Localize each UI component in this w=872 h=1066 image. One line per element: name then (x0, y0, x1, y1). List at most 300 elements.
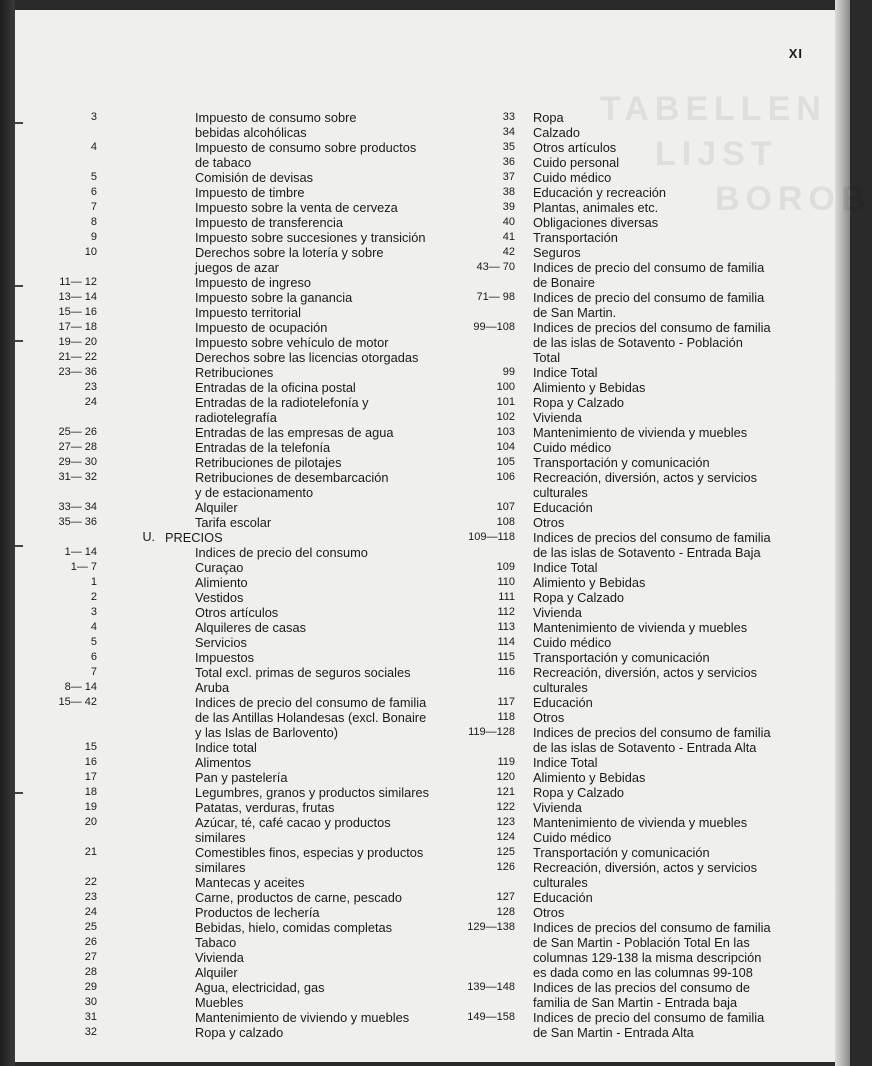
index-entry (435, 245, 835, 260)
entry-description: Ropa y calzado (195, 1025, 284, 1040)
column-range: 100 (496, 381, 515, 393)
index-entry (55, 425, 445, 440)
index-entry (55, 800, 445, 815)
column-range: 34 (502, 126, 515, 138)
index-entry (435, 470, 835, 500)
column-range: 119 (497, 756, 515, 768)
index-entry (55, 875, 445, 890)
index-entry (55, 740, 445, 755)
index-entry (55, 650, 445, 665)
index-entry (55, 590, 445, 605)
index-entry (55, 320, 445, 335)
index-entry (55, 470, 445, 500)
column-range: 3 (90, 606, 97, 618)
entry-description: Alimiento y Bebidas (533, 575, 646, 590)
index-entry (435, 770, 835, 785)
entry-description: Retribuciones (195, 365, 274, 380)
column-range: 7 (90, 201, 97, 213)
entry-description: Alquiler (195, 965, 238, 980)
entry-description: Obligaciones diversas (533, 215, 659, 230)
column-range: 36 (502, 156, 515, 168)
index-entry (435, 650, 835, 665)
column-range: 6 (90, 186, 97, 198)
index-entry (55, 995, 445, 1010)
column-range: 15 (84, 741, 97, 753)
index-entry (435, 815, 835, 830)
entry-description: Impuesto de transferencia (195, 215, 343, 230)
column-range: 29 (84, 981, 97, 993)
index-right-column (435, 110, 835, 1040)
entry-description: Entradas de la oficina postal (195, 380, 356, 395)
entry-description: Mantenimiento de vivienda y muebles (533, 815, 748, 830)
column-range: 4 (90, 141, 97, 153)
column-range: 25— 26 (58, 426, 97, 438)
entry-description: Transportación (533, 230, 618, 245)
entry-description: Indice Total (533, 755, 598, 770)
entry-description: Impuesto de ingreso (195, 275, 311, 290)
column-range: 1— 7 (70, 561, 97, 573)
entry-description: Transportación y comunicación (533, 650, 710, 665)
index-entry (435, 695, 835, 710)
index-entry (435, 320, 835, 365)
column-range: 117 (497, 696, 515, 708)
index-entry (435, 635, 835, 650)
entry-description: Bebidas, hielo, comidas completas (195, 920, 393, 935)
margin-mark (15, 792, 23, 794)
column-range: 19 (84, 801, 97, 813)
entry-description: Vestidos (195, 590, 244, 605)
index-entry (55, 665, 445, 680)
column-range: 35 (502, 141, 515, 153)
index-entry (435, 515, 835, 530)
index-entry (435, 665, 835, 695)
index-entry (55, 845, 445, 875)
entry-description: Comisión de devisas (195, 170, 314, 185)
entry-description: Impuesto de ocupación (195, 320, 328, 335)
index-entry (55, 110, 445, 140)
index-entry (55, 980, 445, 995)
column-range: 27— 28 (58, 441, 97, 453)
index-entry (435, 620, 835, 635)
index-entry (435, 560, 835, 575)
entry-description: Otros artículos (195, 605, 279, 620)
index-entry (55, 185, 445, 200)
entry-description: Curaçao (195, 560, 244, 575)
index-entry (55, 755, 445, 770)
entry-description: Vivienda (195, 950, 244, 965)
index-entry (55, 365, 445, 380)
column-range: 41 (502, 231, 515, 243)
entry-description: Impuesto sobre succesiones y transición (195, 230, 426, 245)
index-entry (55, 935, 445, 950)
bleed-through-text: TABELLEN (600, 90, 827, 128)
entry-description: Derechos sobre la lotería y sobre juegos de azar (195, 245, 384, 275)
entry-description: Muebles (195, 995, 244, 1010)
column-range: 32 (84, 1026, 97, 1038)
index-entry (55, 635, 445, 650)
entry-description: Alimiento y Bebidas (533, 770, 646, 785)
entry-description: Entradas de la radiotelefonía y radiotelegrafía (195, 395, 369, 425)
column-range: 33— 34 (58, 501, 97, 513)
entry-description: Cuido médico (533, 830, 612, 845)
column-range: 24 (84, 396, 97, 408)
entry-description: Plantas, animales etc. (533, 200, 659, 215)
index-entry (435, 380, 835, 395)
scan-right-edge (835, 0, 850, 1066)
index-left-column (55, 110, 445, 1040)
index-entry (55, 530, 445, 545)
column-range: 15— 42 (58, 696, 97, 708)
column-range: 1— 14 (64, 546, 97, 558)
entry-description: Otros (533, 905, 565, 920)
column-range: 123 (496, 816, 515, 828)
index-entry (435, 590, 835, 605)
index-entry (55, 905, 445, 920)
margin-mark (15, 122, 23, 124)
entry-description: Indice total (195, 740, 257, 755)
entry-description: Educación (533, 695, 593, 710)
entry-description: Agua, electricidad, gas (195, 980, 325, 995)
column-range: 29— 30 (58, 456, 97, 468)
margin-mark (15, 545, 23, 547)
entry-description: Indices de precio del consumo de familia de las Antillas Holandesas (excl. Bonaire y las Islas de Barlovento) (195, 695, 427, 740)
column-range: 33 (502, 111, 515, 123)
index-entry (435, 410, 835, 425)
column-range: 129—138 (467, 921, 515, 933)
column-range: 114 (497, 636, 515, 648)
column-range: 71— 98 (476, 291, 515, 303)
index-entry (435, 110, 835, 125)
entry-description: Recreación, diversión, actos y servicios culturales (533, 470, 758, 500)
bleed-through-text: BOROB (715, 180, 872, 218)
column-range: 10 (84, 246, 97, 258)
entry-description: Alimiento (195, 575, 248, 590)
entry-description: Seguros (533, 245, 581, 260)
column-range: 37 (502, 171, 515, 183)
index-entry (435, 140, 835, 155)
index-entry (55, 890, 445, 905)
entry-description: Comestibles finos, especias y productos similares (195, 845, 424, 875)
index-entry (55, 200, 445, 215)
entry-description: Indices de precios del consumo de familia de las islas de Sotavento - Entrada Baja (533, 530, 771, 560)
column-range: 99—108 (473, 321, 515, 333)
column-range: 30 (84, 996, 97, 1008)
column-range: 103 (496, 426, 515, 438)
index-entry (55, 350, 445, 365)
index-entry (435, 395, 835, 410)
entry-description: Recreación, diversión, actos y servicios culturales (533, 860, 758, 890)
index-entry (435, 725, 835, 755)
column-range: 125 (496, 846, 515, 858)
column-range: 26 (84, 936, 97, 948)
entry-description: Retribuciones de desembarcación y de estacionamento (195, 470, 389, 500)
index-entry (55, 695, 445, 740)
entry-description: Cuido médico (533, 440, 612, 455)
entry-description: Cuido médico (533, 170, 612, 185)
entry-description: Indices de precios del consumo de familia de las islas de Sotavento - Entrada Alta (533, 725, 771, 755)
index-entry (55, 305, 445, 320)
index-entry (435, 230, 835, 245)
column-range: 128 (496, 906, 515, 918)
entry-description: Indices de las precios del consumo de familia de San Martin - Entrada baja (533, 980, 750, 1010)
margin-mark (15, 285, 23, 287)
index-entry (55, 575, 445, 590)
column-range: 8 (90, 216, 97, 228)
entry-description: Vivienda (533, 800, 582, 815)
entry-description: Indice Total (533, 560, 598, 575)
entry-description: Recreación, diversión, actos y servicios culturales (533, 665, 758, 695)
entry-description: Alimentos (195, 755, 252, 770)
index-entry (55, 335, 445, 350)
column-range: 109 (496, 561, 515, 573)
entry-description: Patatas, verduras, frutas (195, 800, 335, 815)
index-entry (55, 1025, 445, 1040)
entry-description: Impuesto de timbre (195, 185, 305, 200)
column-range: 40 (502, 216, 515, 228)
column-range: 111 (498, 591, 515, 603)
index-entry (435, 500, 835, 515)
index-entry (55, 815, 445, 845)
column-range: 5 (90, 171, 97, 183)
index-entry (435, 155, 835, 170)
entry-description: Cuido personal (533, 155, 620, 170)
entry-description: Ropa y Calzado (533, 785, 625, 800)
column-range: 31— 32 (58, 471, 97, 483)
index-entry (435, 530, 835, 560)
entry-description: Mantecas y aceites (195, 875, 305, 890)
section-letter: U. (142, 530, 155, 544)
index-entry (55, 455, 445, 470)
column-range: 105 (496, 456, 515, 468)
index-entry (55, 140, 445, 170)
index-entry (435, 755, 835, 770)
column-range: 4 (90, 621, 97, 633)
index-entry (55, 380, 445, 395)
index-entry (55, 275, 445, 290)
column-range: 124 (496, 831, 515, 843)
index-entry (55, 785, 445, 800)
column-range: 18 (84, 786, 97, 798)
entry-description: Impuestos (195, 650, 255, 665)
entry-description: Servicios (195, 635, 247, 650)
entry-description: Legumbres, granos y productos similares (195, 785, 430, 800)
column-range: 27 (84, 951, 97, 963)
index-entry (435, 575, 835, 590)
entry-description: Mantenimiento de viviendo y muebles (195, 1010, 410, 1025)
column-range: 15— 16 (58, 306, 97, 318)
column-range: 119—128 (468, 726, 515, 738)
entry-description: Alquileres de casas (195, 620, 306, 635)
entry-description: Calzado (533, 125, 580, 140)
column-range: 7 (90, 666, 97, 678)
entry-description: Indices de precio del consumo de familia de San Martin - Entrada Alta (533, 1010, 765, 1040)
entry-description: Indice Total (533, 365, 598, 380)
column-range: 104 (496, 441, 515, 453)
index-entry (55, 545, 445, 560)
column-range: 6 (90, 651, 97, 663)
entry-description: Productos de lechería (195, 905, 320, 920)
column-range: 107 (496, 501, 515, 513)
column-range: 25 (84, 921, 97, 933)
column-range: 28 (84, 966, 97, 978)
column-range: 23 (84, 891, 97, 903)
index-entry (435, 845, 835, 860)
index-entry (435, 710, 835, 725)
column-range: 126 (496, 861, 515, 873)
column-range: 20 (84, 816, 97, 828)
column-range: 23— 36 (58, 366, 97, 378)
index-entry (435, 440, 835, 455)
column-range: 22 (84, 876, 97, 888)
index-entry (55, 920, 445, 935)
column-range: 3 (90, 111, 97, 123)
index-entry (435, 170, 835, 185)
column-range: 31 (84, 1011, 97, 1023)
entry-description: Educación (533, 890, 593, 905)
column-range: 8— 14 (64, 681, 97, 693)
column-range: 108 (496, 516, 515, 528)
column-range: 17 (84, 771, 97, 783)
index-entry (55, 290, 445, 305)
index-entry (435, 185, 835, 200)
entry-description: PRECIOS (165, 530, 223, 545)
entry-description: Indices de precios del consumo de familia de las islas de Sotavento - Población Total (533, 320, 771, 365)
index-entry (435, 125, 835, 140)
entry-description: Ropa (533, 110, 564, 125)
column-range: 121 (496, 786, 515, 798)
entry-description: Total excl. primas de seguros sociales (195, 665, 411, 680)
index-entry (55, 245, 445, 275)
column-range: 113 (497, 621, 515, 633)
entry-description: Impuesto de consumo sobre productos de tabaco (195, 140, 417, 170)
entry-description: Impuesto sobre vehículo de motor (195, 335, 389, 350)
column-range: 118 (497, 711, 515, 723)
column-range: 116 (497, 666, 515, 678)
bleed-through-text: LIJST (655, 135, 778, 173)
entry-description: Indices de precio del consumo de familia de San Martin. (533, 290, 765, 320)
entry-description: Tabaco (195, 935, 237, 950)
index-entry (435, 425, 835, 440)
column-range: 43— 70 (476, 261, 515, 273)
entry-description: Educación (533, 500, 593, 515)
column-range: 38 (502, 186, 515, 198)
index-entry (435, 290, 835, 320)
entry-description: Otros artículos (533, 140, 617, 155)
entry-description: Entradas de las empresas de agua (195, 425, 394, 440)
entry-description: Otros (533, 710, 565, 725)
entry-description: Ropa y Calzado (533, 395, 625, 410)
index-entry (55, 680, 445, 695)
entry-description: Vivienda (533, 410, 582, 425)
column-range: 42 (502, 246, 515, 258)
entry-description: Azúcar, té, café cacao y productos similares (195, 815, 391, 845)
index-entry (55, 620, 445, 635)
column-range: 2 (90, 591, 97, 603)
index-entry (435, 890, 835, 905)
margin-mark (15, 340, 23, 342)
column-range: 13— 14 (58, 291, 97, 303)
index-entry (55, 440, 445, 455)
entry-description: Cuido médico (533, 635, 612, 650)
column-range: 35— 36 (58, 516, 97, 528)
column-range: 5 (90, 636, 97, 648)
entry-description: Otros (533, 515, 565, 530)
index-entry (435, 605, 835, 620)
column-range: 24 (84, 906, 97, 918)
index-entry (435, 365, 835, 380)
entry-description: Impuesto territorial (195, 305, 301, 320)
column-range: 9 (90, 231, 97, 243)
column-range: 112 (497, 606, 515, 618)
document-page (15, 10, 872, 1062)
index-entry (55, 500, 445, 515)
index-entry (435, 260, 835, 290)
column-range: 115 (497, 651, 515, 663)
entry-description: Alquiler (195, 500, 238, 515)
column-range: 127 (496, 891, 515, 903)
index-entry (55, 215, 445, 230)
column-range: 21 (84, 846, 97, 858)
column-range: 99 (502, 366, 515, 378)
page-number: XI (788, 46, 803, 61)
entry-description: Impuesto de consumo sobre bebidas alcohólicas (195, 110, 357, 140)
entry-description: Derechos sobre las licencias otorgadas (195, 350, 419, 365)
column-range: 120 (496, 771, 515, 783)
index-entry (55, 395, 445, 425)
entry-description: Retribuciones de pilotajes (195, 455, 342, 470)
column-range: 17— 18 (58, 321, 97, 333)
index-entry (435, 830, 835, 845)
entry-description: Impuesto sobre la venta de cerveza (195, 200, 398, 215)
index-entry (435, 200, 835, 215)
column-range: 149—158 (467, 1011, 515, 1023)
entry-description: Indices de precio del consumo de familia de Bonaire (533, 260, 765, 290)
index-entry (435, 905, 835, 920)
column-range: 102 (496, 411, 515, 423)
entry-description: Impuesto sobre la ganancia (195, 290, 353, 305)
index-entry (55, 230, 445, 245)
entry-description: Transportación y comunicación (533, 455, 710, 470)
entry-description: Alimiento y Bebidas (533, 380, 646, 395)
column-range: 101 (496, 396, 515, 408)
column-range: 39 (502, 201, 515, 213)
entry-description: Vivienda (533, 605, 582, 620)
entry-description: Indices de precios del consumo de familia de San Martin - Población Total En las columnas 129-138 la misma descripción es dada como en las columnas 99-108 (533, 920, 771, 980)
index-entry (55, 1010, 445, 1025)
entry-description: Aruba (195, 680, 230, 695)
index-entry (435, 215, 835, 230)
index-entry (435, 455, 835, 470)
index-entry (55, 605, 445, 620)
index-entry (435, 785, 835, 800)
entry-description: Ropa y Calzado (533, 590, 625, 605)
index-entry (435, 1010, 835, 1040)
index-entry (435, 800, 835, 815)
entry-description: Indices de precio del consumo (195, 545, 368, 560)
column-range: 106 (496, 471, 515, 483)
index-entry (435, 980, 835, 1010)
column-range: 139—148 (467, 981, 515, 993)
entry-description: Tarifa escolar (195, 515, 272, 530)
index-entry (55, 965, 445, 980)
index-entry (55, 515, 445, 530)
scan-left-edge (0, 0, 15, 1066)
index-entry (55, 770, 445, 785)
column-range: 11— 12 (59, 276, 97, 288)
column-range: 1 (90, 576, 97, 588)
entry-description: Pan y pastelería (195, 770, 288, 785)
column-range: 122 (496, 801, 515, 813)
